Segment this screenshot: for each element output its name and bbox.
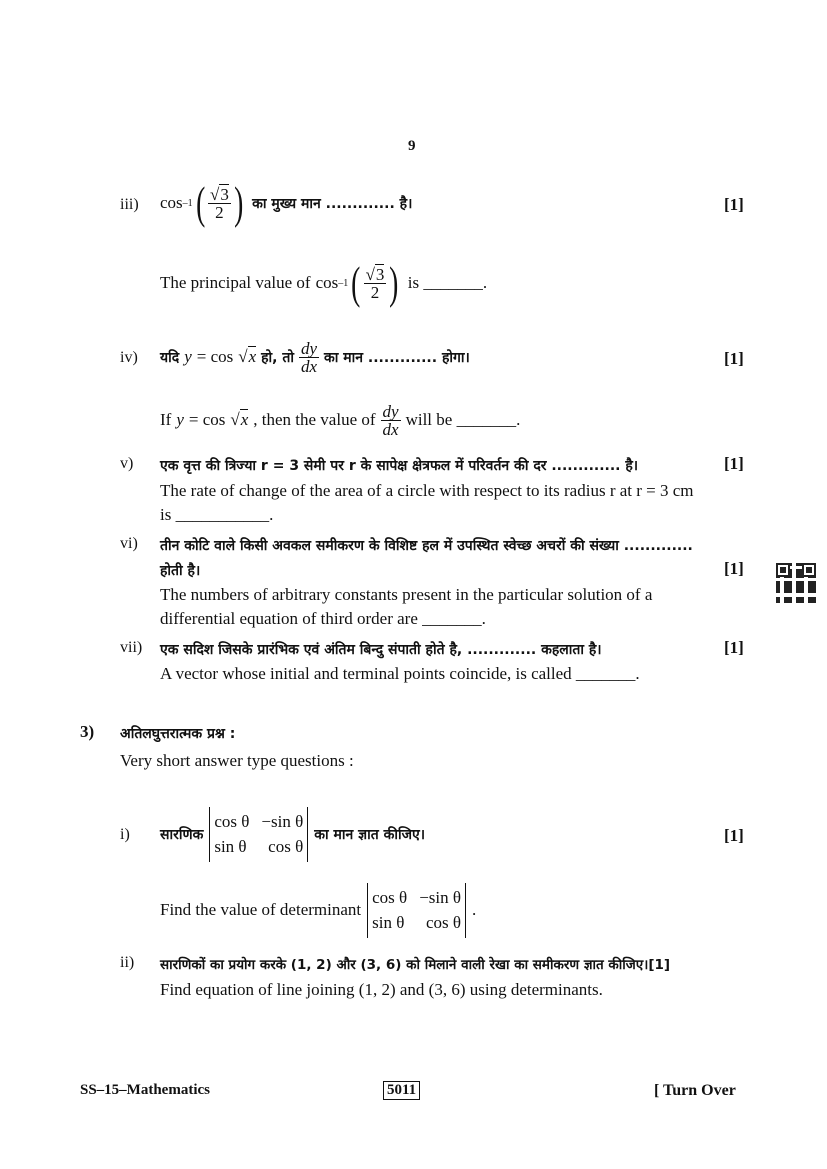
hindi-suffix: का मान ज्ञात कीजिए। (314, 826, 426, 843)
hindi-line-1: तीन कोटि वाले किसी अवकल समीकरण के विशिष्ट हल में उपस्थित स्वेच्छ अचरों की संख्या ............. (160, 538, 693, 554)
subject-code: SS–15–Mathematics (80, 1082, 210, 1098)
english-line-2: differential equation of third order are _______. (160, 609, 486, 628)
inverse-superscript: –1 (338, 277, 349, 289)
qr-code-icon (776, 563, 816, 603)
turn-over: [ Turn Over (654, 1082, 736, 1099)
marks: [1] (724, 349, 744, 368)
inverse-cos-expression (160, 172, 412, 234)
close-paren: ) (389, 257, 399, 308)
hindi-question: एक सदिश जिसके प्रारंभिक एवं अंतिम बिन्दु संपाती होते है, ............. कहलाता है। (160, 642, 602, 658)
hindi-question: सारणिकों का प्रयोग करके (1, 2) और (3, 6) को मिलाने वाली रेखा का समीकरण ज्ञात कीजिए।[1] (160, 957, 671, 973)
english-suffix: will be _______. (405, 410, 521, 429)
marks: [1] (724, 638, 744, 657)
english-prefix: Find the value of determinant (160, 900, 362, 919)
marks: [1] (724, 826, 744, 845)
hindi-prefix: सारणिक (160, 826, 204, 843)
open-paren: ( (195, 177, 205, 228)
y-var: y (176, 410, 184, 429)
question-label: iv) (120, 349, 138, 366)
hindi-question (160, 333, 470, 381)
hindi-question (160, 806, 425, 862)
question-label: vii) (120, 639, 143, 656)
fraction: $\frac{√3}{2}$ (365, 264, 385, 302)
question-label: v) (120, 455, 134, 472)
equals-cos: = cos (196, 347, 234, 366)
cos-text: cos (160, 193, 183, 212)
derivative-fraction: $\frac{dy}{dx}$ (382, 401, 399, 439)
question-label: ii) (120, 954, 135, 971)
english-suffix: is _______. (407, 273, 488, 292)
english-question (160, 396, 520, 444)
hindi-line-2: होती है। (160, 563, 201, 579)
inverse-superscript: –1 (182, 197, 193, 209)
question-label: i) (120, 826, 130, 843)
hindi-text: का मुख्य मान ............. है। (252, 195, 413, 212)
paper-code: 5011 (383, 1081, 420, 1100)
hindi-suffix: का मान ............. होगा। (324, 349, 470, 366)
question-label: iii) (120, 196, 139, 213)
marks: [1] (724, 195, 744, 214)
y-var: y (184, 347, 192, 366)
hindi-prefix: यदि (160, 349, 180, 366)
english-line-1: The rate of change of the area of a circle with respect to its radius r at r = 3 cm (160, 481, 694, 500)
marks: [1] (724, 454, 744, 473)
english-mid: , then the value of (253, 410, 376, 429)
hindi-question: एक वृत्त की त्रिज्या r = 3 सेमी पर r के सापेक्ष क्षेत्रफल में परिवर्तन की दर ............. है। (160, 458, 639, 474)
derivative-fraction: $\frac{dy}{dx}$ (300, 338, 318, 376)
english-question: Find equation of line joining (1, 2) and (3, 6) using determinants. (160, 980, 603, 999)
cos-text: cos (315, 273, 339, 292)
english-line-2: is ___________. (160, 505, 274, 524)
hindi-heading: अतिलघुत्तरात्मक प्रश्न : (120, 726, 236, 742)
fraction: $\frac{√3}{2}$ (210, 184, 229, 222)
english-line-1: The numbers of arbitrary constants present in the particular solution of a (160, 585, 653, 604)
determinant: cos θ −sin θ sin θ cos θ (209, 807, 308, 862)
open-paren: ( (351, 257, 361, 308)
english-question (160, 252, 487, 314)
english-suffix: . (472, 900, 477, 919)
determinant: cos θ −sin θ sin θ cos θ (367, 883, 466, 938)
english-prefix: The principal value of (160, 273, 311, 292)
sqrt-x: √x (230, 410, 249, 429)
question-label: vi) (120, 535, 138, 552)
english-question (160, 882, 476, 938)
equals-cos: = cos (188, 410, 226, 429)
marks: [1] (724, 559, 744, 578)
hindi-mid: हो, तो (261, 349, 294, 366)
english-question: A vector whose initial and terminal points coincide, is called _______. (160, 664, 640, 683)
sqrt-x: √x (238, 347, 257, 366)
close-paren: ) (233, 177, 244, 228)
english-heading: Very short answer type questions : (120, 751, 354, 770)
english-prefix: If (160, 410, 172, 429)
question-number: 3) (80, 722, 95, 741)
page-number: 9 (408, 138, 416, 154)
